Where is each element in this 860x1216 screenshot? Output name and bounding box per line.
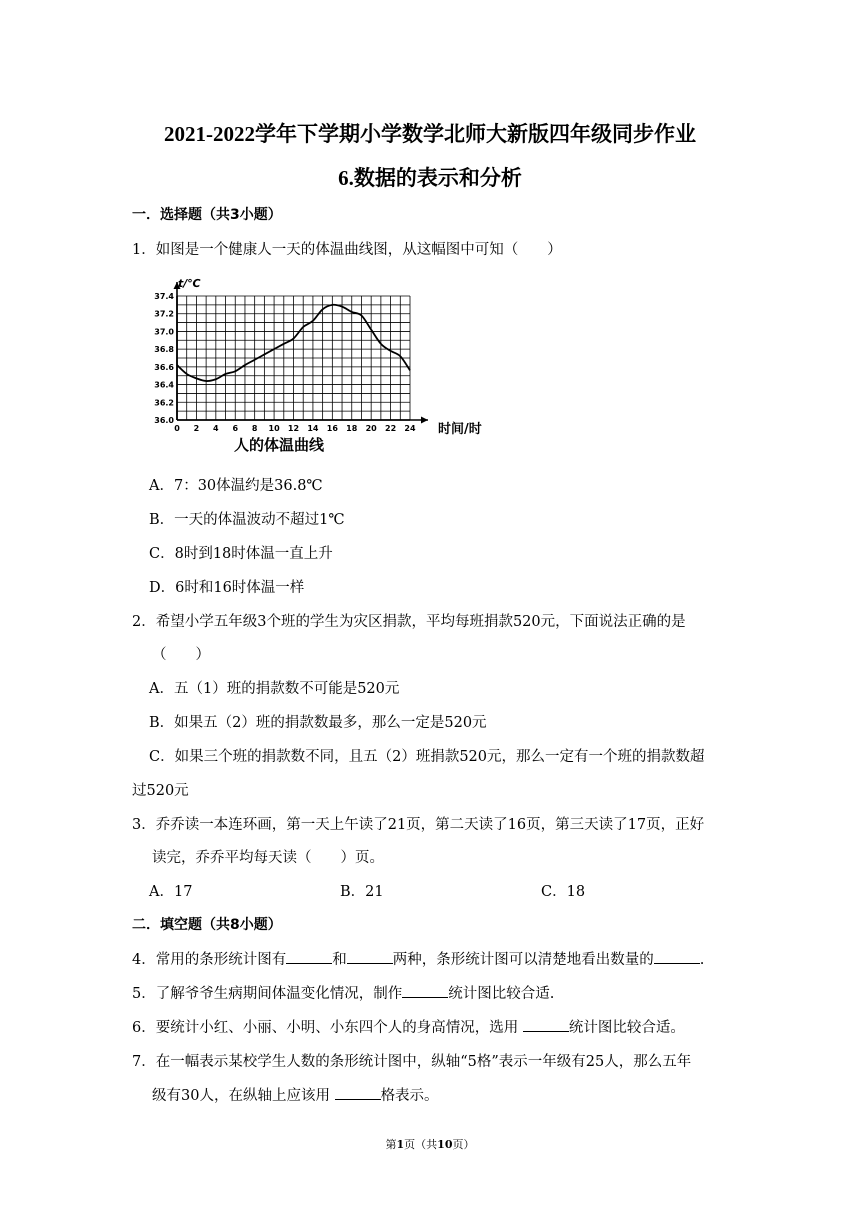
q7-text-2: 格表示。 — [380, 1088, 439, 1104]
q1-option-c: C．8时到18时体温一直上升 — [149, 546, 333, 562]
y-tick-label: 36.8 — [154, 345, 174, 355]
q7-text-1: 级有30人，在纵轴上应该用 — [152, 1088, 335, 1104]
q1-option-b: B．一天的体温波动不超过1℃ — [149, 512, 345, 528]
answer-blank[interactable] — [654, 949, 700, 964]
x-axis-arrow — [421, 417, 428, 424]
question-7-stem-cont — [152, 1084, 439, 1105]
page-number: 1 — [396, 1138, 405, 1151]
footer-text: 第 — [385, 1138, 397, 1151]
x-tick-label: 24 — [404, 424, 416, 433]
x-tick-label: 12 — [287, 424, 300, 433]
section-heading-choice: 一．选择题（共3小题） — [132, 207, 282, 223]
q2-option-a: A．五（1）班的捐款数不可能是520元 — [149, 681, 400, 697]
question-3-stem-cont: 读完，乔乔平均每天读（ ）页。 — [152, 850, 384, 866]
y-axis-label: t/℃ — [178, 277, 201, 290]
chart-grid — [174, 282, 429, 424]
answer-blank[interactable] — [402, 983, 448, 998]
answer-blank[interactable] — [335, 1085, 381, 1100]
question-3-stem: 3．乔乔读一本连环画，第一天上午读了21页，第二天读了16页，第三天读了17页，正好 — [132, 817, 705, 833]
x-tick-label: 16 — [326, 424, 338, 433]
x-tick-label: 0 — [174, 424, 180, 433]
x-tick-label: 18 — [346, 424, 358, 433]
q3-option-b: B．21 — [340, 884, 384, 900]
x-tick-label: 14 — [307, 424, 319, 433]
question-6 — [132, 1016, 685, 1037]
q5-text-2: 统计图比较合适. — [448, 986, 555, 1002]
q4-text-4: . — [699, 952, 705, 968]
page-title: 2021-2022学年下学期小学数学北师大新版四年级同步作业 — [164, 122, 696, 146]
answer-blank[interactable] — [523, 1017, 569, 1032]
y-tick-label: 36.4 — [154, 380, 174, 390]
q1-option-a: A．7：30体温约是36.8℃ — [149, 478, 323, 494]
answer-blank[interactable] — [347, 949, 393, 964]
x-tick-label: 22 — [385, 424, 397, 433]
q3-option-a: A．17 — [149, 884, 193, 900]
page-total: 10 — [437, 1138, 453, 1151]
x-axis-label: 时间/时 — [438, 422, 482, 437]
body-temperature-chart — [146, 268, 482, 460]
x-tick-label: 8 — [251, 424, 258, 433]
y-tick-label: 37.0 — [154, 327, 174, 337]
q2-option-b: B．如果五（2）班的捐款数最多，那么一定是520元 — [149, 715, 487, 731]
question-4 — [132, 948, 704, 969]
x-tick-label: 6 — [232, 424, 239, 433]
x-tick-label: 2 — [193, 424, 200, 433]
q4-text-3: 两种，条形统计图可以清楚地看出数量的 — [392, 952, 654, 968]
question-2-stem-cont: （ ） — [152, 647, 210, 663]
question-2-stem: 2．希望小学五年级3个班的学生为灾区捐款，平均每班捐款520元，下面说法正确的是 — [132, 614, 686, 630]
q4-text-2: 和 — [332, 952, 347, 968]
y-tick-label: 36.2 — [154, 398, 174, 408]
q5-text-1: 5．了解爷爷生病期间体温变化情况，制作 — [132, 986, 403, 1002]
y-tick-label: 37.2 — [154, 309, 174, 319]
q6-text-2: 统计图比较合适。 — [568, 1020, 685, 1036]
page-footer — [0, 1136, 860, 1152]
q3-option-c: C．18 — [541, 884, 586, 900]
q6-text-1: 6．要统计小红、小丽、小明、小东四个人的身高情况，选用 — [132, 1020, 523, 1036]
answer-blank[interactable] — [286, 949, 332, 964]
y-tick-label: 36.0 — [154, 416, 174, 425]
q4-text-1: 4．常用的条形统计图有 — [132, 952, 287, 968]
chart-title: 人的体温曲线 — [234, 436, 325, 454]
footer-text: 页（共 — [404, 1138, 438, 1151]
footer-text: 页） — [452, 1138, 475, 1151]
question-7-stem: 7．在一幅表示某校学生人数的条形统计图中，纵轴“5格”表示一年级有25人，那么五年 — [132, 1054, 692, 1070]
page-subtitle: 6.数据的表示和分析 — [338, 166, 522, 190]
x-tick-label: 4 — [213, 424, 219, 433]
q2-option-c: C．如果三个班的捐款数不同，且五（2）班捐款520元，那么一定有一个班的捐款数超 — [149, 749, 705, 765]
section-heading-fill: 二．填空题（共8小题） — [132, 917, 282, 933]
y-tick-label: 37.4 — [154, 292, 174, 301]
q1-option-d: D．6时和16时体温一样 — [149, 580, 305, 596]
x-tick-label: 10 — [268, 424, 280, 433]
question-5 — [132, 982, 554, 1003]
q2-option-c-cont: 过520元 — [132, 783, 189, 799]
question-1-stem: 1．如图是一个健康人一天的体温曲线图，从这幅图中可知（ ） — [132, 242, 562, 258]
x-tick-label: 20 — [365, 424, 377, 433]
y-tick-label: 36.6 — [154, 362, 174, 372]
